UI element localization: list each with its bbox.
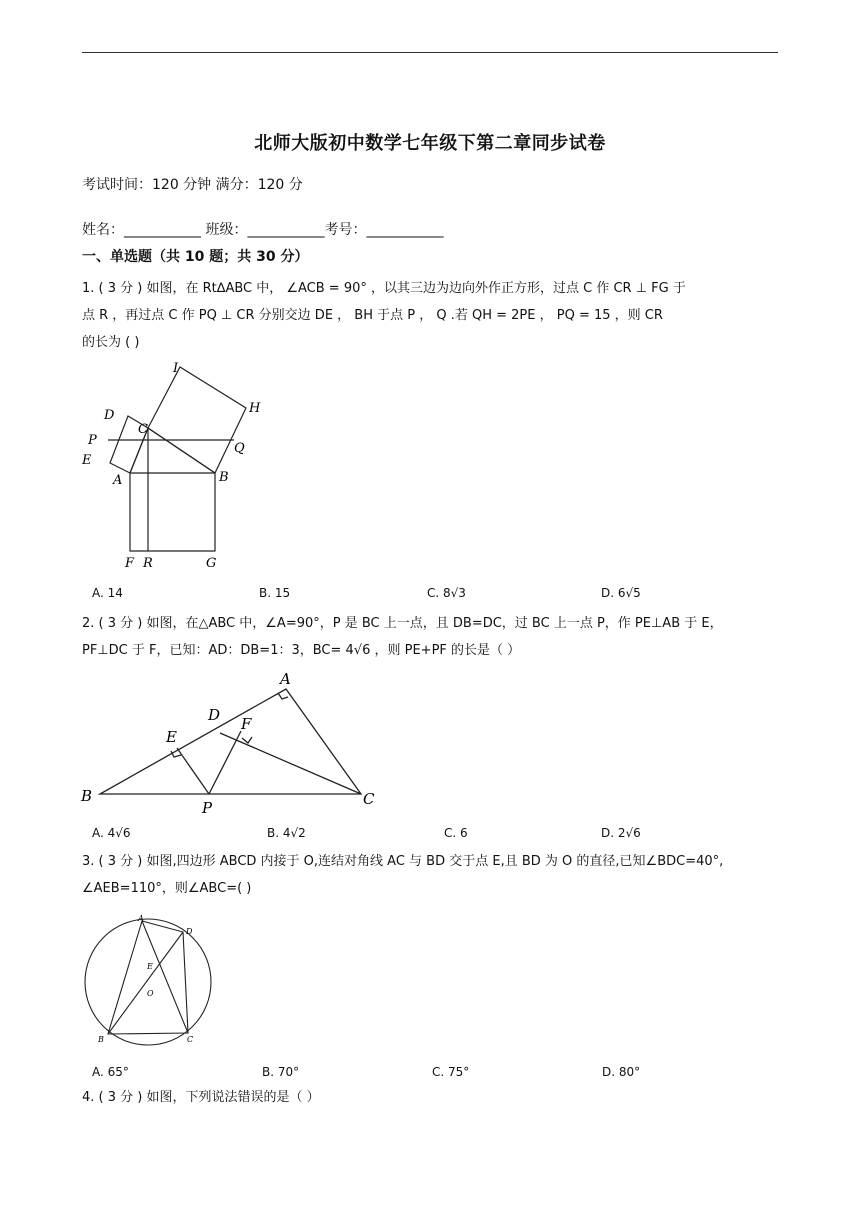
option-a[interactable]: A. 4√6 [92,826,131,840]
option-c[interactable]: C. 8√3 [427,586,466,600]
question-3 [82,848,782,902]
fig2-label-5: P [202,799,213,817]
fig1-label-10: R [143,556,153,571]
fig1-label-3: C [138,422,148,437]
fig2-label-0: A [280,670,291,688]
fig1-label-0: I [173,361,179,376]
question-2-line2: PF⊥DC 于 F，已知：AD：DB=1：3，BC= 4√6 ，则 PE+PF 的长是（ ） [82,643,521,658]
fig2-label-4: B [81,787,93,805]
fig3-label-3: O [147,989,154,998]
option-a[interactable]: A. 65° [92,1065,129,1079]
fig1-label-11: G [206,556,217,571]
fig1-label-1: H [249,401,261,416]
fig1-label-9: F [125,556,135,571]
option-b[interactable]: B. 4√2 [267,826,306,840]
option-d[interactable]: D. 80° [602,1065,641,1079]
question-1-line1: 1. ( 3 分 ) 如图，在 Rt∆ABC 中， ∠ACB = 90° ，以其三边为边向外作正方形，过点 C 作 CR ⊥ FG 于 [82,281,686,296]
question-1-line2: 点 R ，再过点 C 作 PQ ⊥ CR 分别交边 DE ， BH 于点 P ， Q .若 QH = 2PE ， PQ = 15 ，则 CR [82,308,663,323]
fig1-label-4: Q [234,441,245,456]
question-1 [82,275,782,356]
option-c[interactable]: C. 75° [432,1065,470,1079]
fig3-label-2: E [147,962,153,971]
fig1-label-7: A [113,473,123,488]
fig1-label-8: B [219,470,229,485]
question-1-line3: 的长为 ( ) [82,335,140,350]
question-3-line2: ∠AEB=110°，则∠ABC=( ) [82,881,252,896]
question-4 [82,1084,782,1111]
option-a[interactable]: A. 14 [92,586,123,600]
fig2-label-3: E [166,728,177,746]
question-2-line1: 2. ( 3 分 ) 如图，在△ABC 中，∠A=90°，P 是 BC 上一点，且 DB=DC，过 BC 上一点 P，作 PE⊥AB 于 E， [82,616,723,631]
page-title: 北师大版初中数学七年级下第二章同步试卷 [254,133,606,154]
fig3-label-5: C [187,1035,194,1044]
fig2-label-1: D [208,706,221,724]
option-b[interactable]: B. 70° [262,1065,300,1079]
question-2 [82,610,782,664]
fig1-label-6: E [82,453,92,468]
question-4-line1: 4. ( 3 分 ) 如图，下列说法错误的是（ ） [82,1090,320,1105]
fig1-label-2: D [104,408,115,423]
header-rule [82,52,778,53]
fig3-label-0: A [138,914,144,923]
option-c[interactable]: C. 6 [444,826,468,840]
fig2-label-2: F [241,715,252,733]
student-fields: 姓名：___________ 班级：___________考号：___________ [82,222,444,238]
option-b[interactable]: B. 15 [259,586,291,600]
option-d[interactable]: D. 2√6 [601,826,641,840]
section-title: 一、单选题（共 10 题；共 30 分） [82,249,309,265]
question-3-figure [80,912,220,1047]
question-3-line1: 3. ( 3 分 ) 如图,四边形 ABCD 内接于 O,连结对角线 AC 与 BD 交于点 E,且 BD 为 O 的直径,已知∠BDC=40°, [82,854,724,869]
option-d[interactable]: D. 6√5 [601,586,641,600]
question-1-figure [78,360,278,575]
fig2-label-6: C [363,790,375,808]
fig3-label-4: B [98,1035,104,1044]
exam-info: 考试时间：120 分钟 满分：120 分 [82,177,303,193]
fig1-label-5: P [88,433,97,448]
fig3-label-1: D [186,927,193,936]
question-2-figure [78,662,388,822]
